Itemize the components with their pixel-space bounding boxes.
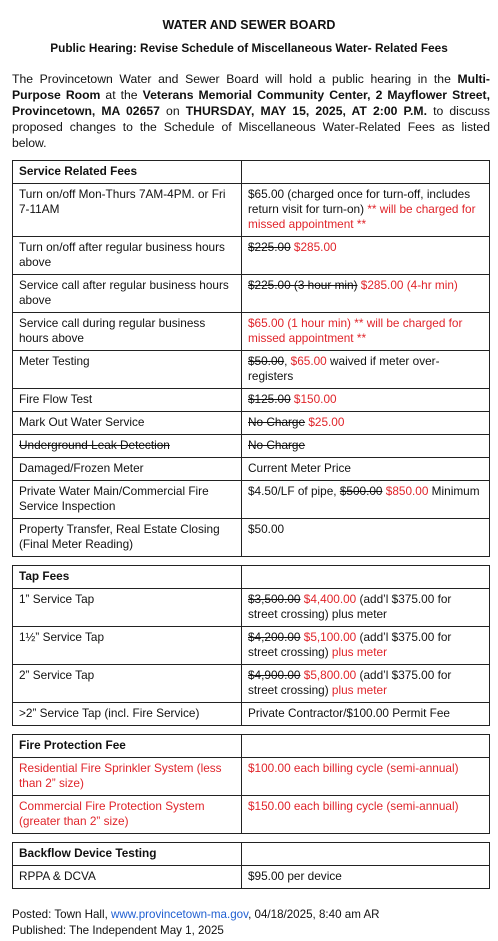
new-fee: $285.00 bbox=[290, 240, 337, 254]
spacer-cell bbox=[242, 726, 490, 735]
fee-note: (add’l $375.00 for street crossing) bbox=[248, 630, 452, 659]
old-fee: $4,900.00 bbox=[248, 668, 301, 682]
fee-label: Residential Fire Sprinkler System (less than 2” size) bbox=[13, 758, 242, 796]
new-fee: $5,100.00 bbox=[300, 630, 357, 644]
fee-value bbox=[242, 627, 490, 665]
fee-note: Minimum bbox=[428, 484, 480, 498]
table-row bbox=[13, 351, 490, 389]
fee-label: Commercial Fire Protection System (greater than 2” size) bbox=[13, 796, 242, 834]
fee-label: Meter Testing bbox=[13, 351, 242, 389]
table-row bbox=[13, 481, 490, 519]
town-website-link[interactable]: www.provincetown-ma.gov bbox=[111, 908, 249, 921]
fee-label: Private Water Main/Commercial Fire Service Inspection bbox=[13, 481, 242, 519]
table-row bbox=[13, 758, 490, 796]
section-header-backflow bbox=[13, 843, 490, 866]
new-fee: $285.00 (4-hr min) bbox=[357, 278, 458, 292]
hearing-subtitle: Public Hearing: Revise Schedule of Miscellaneous Water- Related Fees bbox=[50, 41, 448, 55]
new-fee: $65.00 bbox=[290, 354, 327, 368]
old-fee: $4,200.00 bbox=[248, 630, 301, 644]
table-row bbox=[13, 412, 490, 435]
table-row bbox=[13, 389, 490, 412]
fee-amount: $4.50/LF of pipe, bbox=[248, 484, 340, 498]
fee-label: Fire Flow Test bbox=[13, 389, 242, 412]
table-row bbox=[13, 519, 490, 557]
fee-label: Turn on/off after regular business hours above bbox=[13, 237, 242, 275]
table-row bbox=[13, 703, 490, 726]
fee-label: 1” Service Tap bbox=[13, 589, 242, 627]
new-fee: $4,400.00 bbox=[300, 592, 357, 606]
old-fee: $125.00 bbox=[248, 392, 291, 406]
fee-label: 2” Service Tap bbox=[13, 665, 242, 703]
intro-datetime: THURSDAY, MAY 15, 2025, AT 2:00 P.M. bbox=[185, 104, 427, 118]
fee-value: Private Contractor/$100.00 Permit Fee bbox=[242, 703, 490, 726]
table-row bbox=[13, 627, 490, 665]
fee-note: (add’l $375.00 for street crossing) plus meter bbox=[248, 592, 452, 621]
section-title: Service Related Fees bbox=[13, 161, 242, 184]
section-empty-cell bbox=[242, 161, 490, 184]
fee-value bbox=[242, 184, 490, 237]
published-line: Published: The Independent May 1, 2025 bbox=[12, 924, 224, 937]
fee-label: Underground Leak Detection bbox=[13, 435, 242, 458]
fee-label: Property Transfer, Real Estate Closing (Final Meter Reading) bbox=[13, 519, 242, 557]
fee-note: ** will be charged for missed appointment ** bbox=[248, 202, 476, 231]
fee-schedule-table bbox=[12, 160, 490, 889]
spacer-cell bbox=[242, 834, 490, 843]
table-row bbox=[13, 665, 490, 703]
spacer-cell bbox=[13, 726, 242, 735]
old-fee: $50.00 bbox=[248, 354, 285, 368]
table-row bbox=[13, 589, 490, 627]
table-row bbox=[13, 796, 490, 834]
footer bbox=[12, 907, 492, 939]
table-row bbox=[13, 313, 490, 351]
section-header-tap bbox=[13, 566, 490, 589]
fee-label: Turn on/off Mon-Thurs 7AM-4PM. or Fri 7-11AM bbox=[13, 184, 242, 237]
spacer-cell bbox=[13, 834, 242, 843]
intro-text-4: to discuss proposed changes to the Schedule of Miscellaneous Water-Related Fees as listed below. bbox=[12, 104, 490, 150]
section-title: Fire Protection Fee bbox=[13, 735, 242, 758]
section-empty-cell bbox=[242, 735, 490, 758]
old-fee: $225.00 bbox=[248, 240, 291, 254]
fee-label: Service call after regular business hours above bbox=[13, 275, 242, 313]
fee-label: RPPA & DCVA bbox=[13, 866, 242, 889]
intro-room: Multi-Purpose Room bbox=[12, 72, 490, 102]
fee-label: 1½” Service Tap bbox=[13, 627, 242, 665]
fee-value: $100.00 each billing cycle (semi-annual) bbox=[242, 758, 490, 796]
table-row bbox=[13, 275, 490, 313]
fee-label: Service call during regular business hours above bbox=[13, 313, 242, 351]
old-fee: $3,500.00 bbox=[248, 592, 301, 606]
table-row bbox=[13, 184, 490, 237]
new-fee: $150.00 bbox=[290, 392, 337, 406]
spacer-cell bbox=[13, 557, 242, 566]
fee-value bbox=[242, 589, 490, 627]
fee-note-new: plus meter bbox=[328, 683, 387, 697]
table-row bbox=[13, 237, 490, 275]
section-header-fire bbox=[13, 735, 490, 758]
intro-location: Veterans Memorial Community Center, 2 Mayflower Street, Provincetown, MA 02657 bbox=[12, 88, 490, 118]
fee-value bbox=[242, 412, 490, 435]
old-fee: No Charge bbox=[248, 415, 306, 429]
fee-amount: $65.00 (charged once for turn-off, includes return visit for turn-on) bbox=[248, 187, 471, 216]
old-fee: $500.00 bbox=[339, 484, 383, 498]
posted-line bbox=[12, 907, 492, 923]
posted-date: , 04/18/2025, 8:40 am AR bbox=[248, 908, 380, 921]
section-title: Tap Fees bbox=[13, 566, 242, 589]
section-spacer bbox=[13, 726, 490, 735]
fee-note: (add’l $375.00 for street crossing) bbox=[248, 668, 452, 697]
posted-label: Posted: Town Hall, bbox=[12, 908, 112, 921]
fee-label: >2” Service Tap (incl. Fire Service) bbox=[13, 703, 242, 726]
intro-text-3: on bbox=[159, 104, 186, 118]
intro-text-1: The Provincetown Water and Sewer Board will hold a public hearing in the bbox=[12, 72, 458, 86]
fee-value bbox=[242, 351, 490, 389]
fee-value bbox=[242, 665, 490, 703]
section-spacer bbox=[13, 834, 490, 843]
old-fee: $225.00 (3 hour min) bbox=[248, 278, 358, 292]
section-header-service bbox=[13, 161, 490, 184]
board-title: WATER AND SEWER BOARD bbox=[162, 18, 336, 32]
section-spacer bbox=[13, 557, 490, 566]
fee-label: Damaged/Frozen Meter bbox=[13, 458, 242, 481]
new-fee: $65.00 (1 hour min) ** will be charged for missed appointment ** bbox=[242, 313, 490, 351]
fee-value: Current Meter Price bbox=[242, 458, 490, 481]
spacer-cell bbox=[242, 557, 490, 566]
fee-value: $95.00 per device bbox=[242, 866, 490, 889]
fee-value: $150.00 each billing cycle (semi-annual) bbox=[242, 796, 490, 834]
table-row bbox=[13, 458, 490, 481]
fee-value bbox=[242, 275, 490, 313]
intro-text-2: at the bbox=[100, 88, 143, 102]
old-fee: No Charge bbox=[242, 435, 490, 458]
new-fee: $850.00 bbox=[382, 484, 429, 498]
new-fee: $5,800.00 bbox=[300, 668, 357, 682]
section-empty-cell bbox=[242, 566, 490, 589]
fee-note: waived if meter over-registers bbox=[248, 354, 440, 383]
fee-value: $50.00 bbox=[242, 519, 490, 557]
fee-note-new: plus meter bbox=[328, 645, 387, 659]
section-empty-cell bbox=[242, 843, 490, 866]
section-title: Backflow Device Testing bbox=[13, 843, 242, 866]
fee-value bbox=[242, 481, 490, 519]
table-row bbox=[13, 866, 490, 889]
intro-paragraph bbox=[12, 71, 490, 151]
new-fee: $25.00 bbox=[305, 415, 345, 429]
fee-value bbox=[242, 389, 490, 412]
fee-separator: , bbox=[284, 354, 291, 368]
table-row bbox=[13, 435, 490, 458]
fee-label: Mark Out Water Service bbox=[13, 412, 242, 435]
fee-value bbox=[242, 237, 490, 275]
